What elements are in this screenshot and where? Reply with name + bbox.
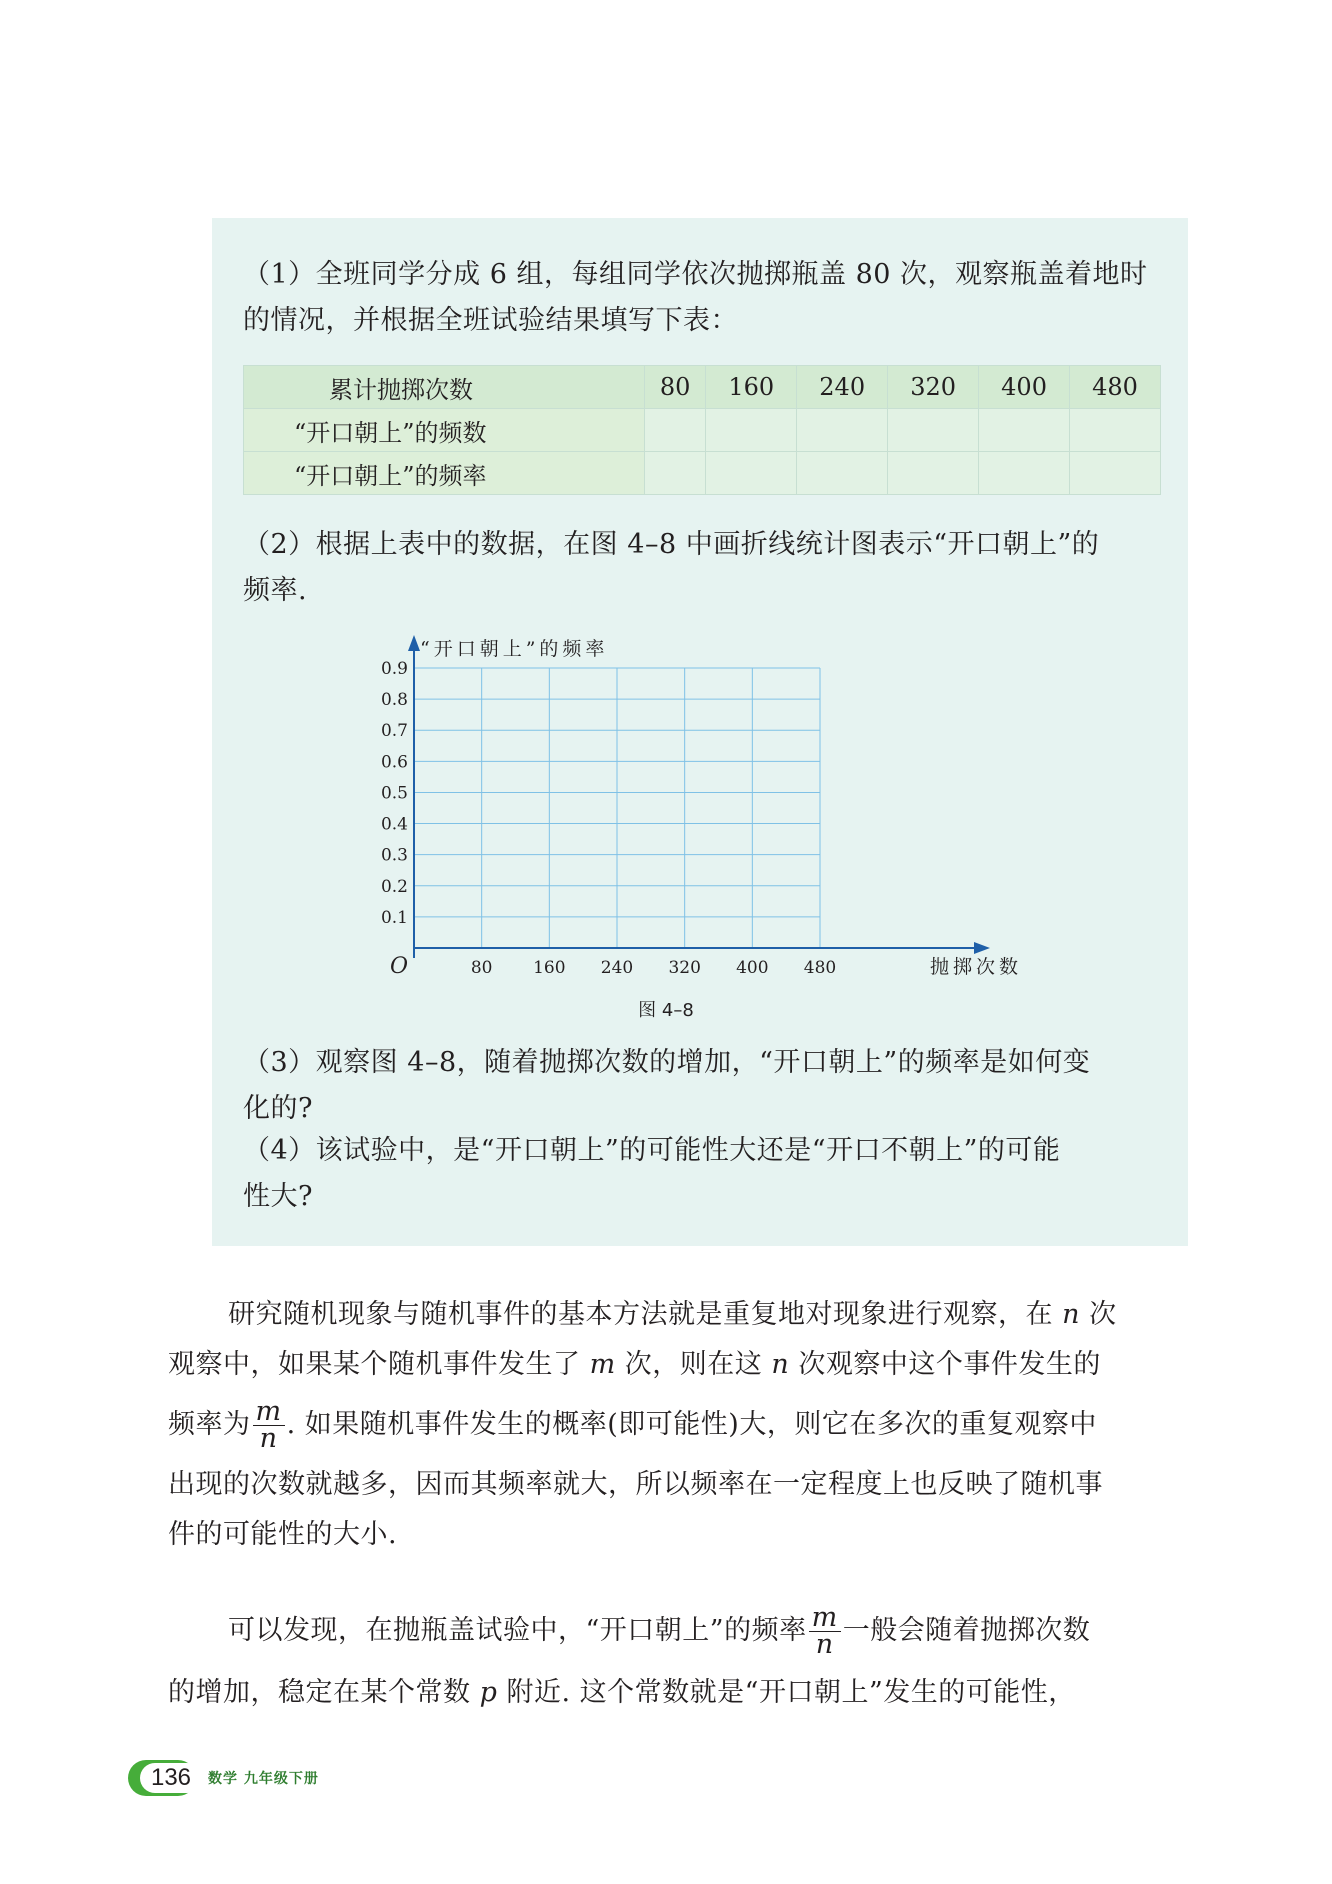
table-row-label: “开口朝上”的频数 bbox=[244, 409, 645, 452]
table-col: 320 bbox=[888, 366, 979, 409]
y-tick-label: 0.1 bbox=[380, 907, 408, 928]
table-cell bbox=[645, 409, 706, 452]
q4-line1: （4）该试验中，是“开口朝上”的可能性大还是“开口不朝上”的可能 bbox=[243, 1135, 1061, 1166]
text-run: 的增加，稳定在某个常数 bbox=[168, 1677, 480, 1708]
table-header-row bbox=[244, 366, 1161, 409]
var-m: m bbox=[589, 1349, 616, 1380]
text-run: 一般会随着抛掷次数 bbox=[842, 1615, 1091, 1646]
q2-line2: 频率. bbox=[243, 575, 308, 606]
table-cell bbox=[888, 452, 979, 495]
question-1 bbox=[243, 252, 1163, 344]
origin-label: O bbox=[390, 954, 409, 979]
fraction-denominator: n bbox=[259, 1423, 278, 1454]
fraction-m-over-n bbox=[809, 1602, 841, 1660]
fraction-numerator: m bbox=[809, 1605, 841, 1632]
y-axis-label: “开口朝上”的频率 bbox=[420, 638, 609, 660]
p1-line5: 件的可能性的大小. bbox=[168, 1519, 398, 1550]
trial-table bbox=[243, 365, 1161, 495]
book-title: 数学 九年级下册 bbox=[208, 1771, 319, 1787]
table-cell bbox=[645, 452, 706, 495]
y-tick-label: 0.8 bbox=[380, 690, 408, 711]
text-run: 次观察中这个事件发生的 bbox=[789, 1349, 1101, 1380]
text-run: 次，则在这 bbox=[615, 1349, 772, 1380]
x-tick-label: 240 bbox=[600, 958, 634, 978]
table-cell bbox=[979, 452, 1070, 495]
text-run: 观察中，如果某个随机事件发生了 bbox=[168, 1349, 590, 1380]
table-row bbox=[244, 409, 1161, 452]
question-3 bbox=[243, 1040, 1163, 1132]
y-axis-arrow-icon bbox=[408, 635, 420, 651]
x-tick-label: 160 bbox=[533, 958, 566, 978]
text-run: 附近. 这个常数就是“开口朝上”发生的可能性， bbox=[497, 1677, 1076, 1708]
page-footer bbox=[128, 1760, 528, 1800]
body-paragraph-1 bbox=[168, 1290, 1198, 1560]
x-tick-label: 80 bbox=[470, 958, 493, 978]
frequency-grid-chart bbox=[370, 625, 1030, 995]
text-run: 次 bbox=[1079, 1299, 1117, 1330]
y-tick-label: 0.2 bbox=[380, 876, 408, 897]
text-run: 研究随机现象与随机事件的基本方法就是重复地对现象进行观察，在 bbox=[228, 1299, 1063, 1330]
var-n: n bbox=[1062, 1299, 1080, 1330]
y-tick-label: 0.7 bbox=[380, 721, 408, 742]
var-n: n bbox=[771, 1349, 790, 1380]
table-header-label: 累计抛掷次数 bbox=[244, 366, 645, 409]
x-tick-label: 480 bbox=[803, 958, 837, 978]
q3-line2: 化的? bbox=[243, 1093, 313, 1124]
fraction-m-over-n bbox=[253, 1396, 285, 1454]
table-cell bbox=[797, 409, 888, 452]
text-run: 可以发现，在抛瓶盖试验中，“开口朝上”的频率 bbox=[228, 1615, 807, 1646]
x-axis-arrow-icon bbox=[974, 942, 990, 954]
table-row bbox=[244, 452, 1161, 495]
table-col: 480 bbox=[1070, 366, 1161, 409]
y-tick-label: 0.3 bbox=[380, 845, 408, 866]
table-cell bbox=[888, 409, 979, 452]
text-run: . 如果随机事件发生的概率(即可能性)大，则它在多次的重复观察中 bbox=[286, 1409, 1097, 1440]
p1-line2 bbox=[168, 1340, 1198, 1390]
figure-caption: 图 4–8 bbox=[638, 1000, 694, 1021]
y-tick-label: 0.9 bbox=[380, 659, 408, 679]
p2-line1 bbox=[168, 1600, 1198, 1662]
table-cell bbox=[797, 452, 888, 495]
fraction-numerator: m bbox=[253, 1399, 285, 1426]
y-tick-label: 0.4 bbox=[380, 814, 408, 835]
x-tick-label: 400 bbox=[736, 958, 769, 978]
p1-line4: 出现的次数就越多，因而其频率就大，所以频率在一定程度上也反映了随机事 bbox=[168, 1469, 1103, 1500]
table-cell bbox=[706, 452, 797, 495]
table-cell bbox=[1070, 409, 1161, 452]
y-tick-label: 0.5 bbox=[380, 783, 408, 804]
var-p: p bbox=[479, 1677, 498, 1708]
q1-line2: 的情况，并根据全班试验结果填写下表： bbox=[243, 305, 738, 336]
q4-line2: 性大? bbox=[243, 1181, 313, 1212]
table-cell bbox=[979, 409, 1070, 452]
p1-line3 bbox=[168, 1390, 1198, 1460]
table-row-label: “开口朝上”的频率 bbox=[244, 452, 645, 495]
table-col: 400 bbox=[979, 366, 1070, 409]
table-col: 240 bbox=[797, 366, 888, 409]
y-tick-label: 0.6 bbox=[380, 752, 408, 773]
page-number: 136 bbox=[140, 1763, 202, 1793]
body-paragraph-2 bbox=[168, 1600, 1198, 1724]
table-col: 160 bbox=[706, 366, 797, 409]
question-2 bbox=[243, 522, 1163, 614]
question-4 bbox=[243, 1128, 1163, 1220]
q3-line1: （3）观察图 4–8，随着抛掷次数的增加，“开口朝上”的频率是如何变 bbox=[243, 1047, 1091, 1078]
q2-line1: （2）根据上表中的数据，在图 4–8 中画折线统计图表示“开口朝上”的 bbox=[243, 529, 1100, 560]
table-cell bbox=[706, 409, 797, 452]
table-col: 80 bbox=[645, 366, 706, 409]
x-axis-label: 抛掷次数 bbox=[930, 956, 1023, 978]
q1-line1: （1）全班同学分成 6 组，每组同学依次抛掷瓶盖 80 次，观察瓶盖着地时 bbox=[243, 259, 1148, 290]
x-tick-label: 320 bbox=[668, 958, 701, 978]
fraction-denominator: n bbox=[815, 1629, 834, 1660]
text-run: 频率为 bbox=[168, 1409, 251, 1440]
p2-line2 bbox=[168, 1662, 1198, 1724]
table-cell bbox=[1070, 452, 1161, 495]
p1-line1 bbox=[168, 1290, 1198, 1340]
